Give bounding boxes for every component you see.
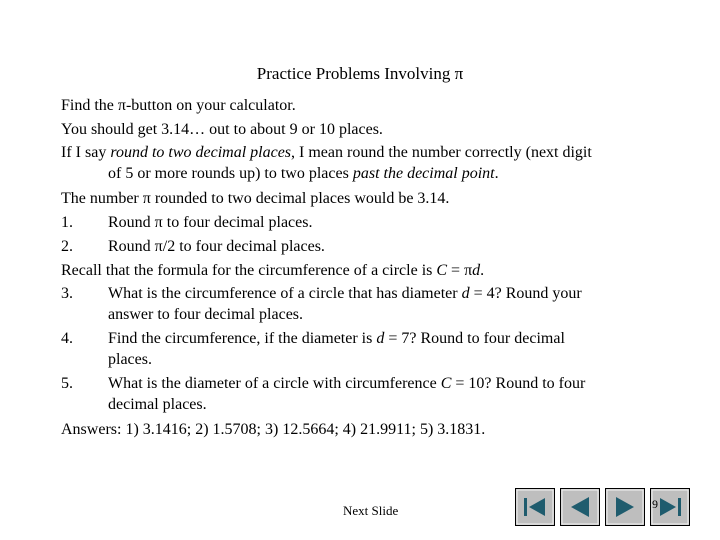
problem-text: Round π/2 to four decimal places. (108, 238, 325, 255)
previous-slide-icon (561, 489, 599, 525)
line-pi-rounded: The number π rounded to two decimal places would be 3.14. (61, 190, 450, 207)
problem-3: 3. What is the circumference of a circle that has diameter d = 4? Round your answer to four decimal places. (61, 285, 582, 323)
slide-title: Practice Problems Involving π (256, 64, 464, 83)
next-slide-link[interactable]: Next Slide (343, 503, 399, 518)
problem-number: 3. (61, 285, 73, 302)
first-slide-button[interactable] (515, 488, 555, 526)
slide-navigation (515, 488, 695, 526)
line-should-get: You should get 3.14… out to about 9 or 10 places. (61, 121, 383, 138)
problem-4: 4. Find the circumference, if the diameter is d = 7? Round to four decimal places. (61, 330, 565, 368)
problem-2 (61, 235, 701, 259)
problem-1 (61, 211, 701, 235)
page-number: 9 (652, 497, 658, 511)
problem-number: 2. (61, 238, 73, 255)
problem-number: 1. (61, 214, 73, 231)
line-find-pi-button: Find the π-button on your calculator. (61, 97, 296, 114)
line-rounding-explanation: If I say round to two decimal places, I mean round the number correctly (next digit of 5 or more rounds up) to two places past the decimal point. (61, 144, 592, 182)
first-slide-icon (516, 489, 554, 525)
problem-text: Round π to four decimal places. (108, 214, 313, 231)
problem-number: 4. (61, 330, 73, 347)
answers-line: Answers: 1) 3.1416; 2) 1.5708; 3) 12.5664; 4) 21.9911; 5) 3.1831. (61, 421, 486, 438)
next-slide-icon (606, 489, 644, 525)
problem-number: 5. (61, 375, 73, 392)
problem-5: 5. What is the diameter of a circle with circumference C = 10? Round to four decimal places. (61, 375, 586, 413)
previous-slide-button[interactable] (560, 488, 600, 526)
slide-body (61, 94, 701, 442)
line-circumference-formula: Recall that the formula for the circumference of a circle is C = πd. (61, 262, 485, 279)
next-slide-button[interactable] (605, 488, 645, 526)
